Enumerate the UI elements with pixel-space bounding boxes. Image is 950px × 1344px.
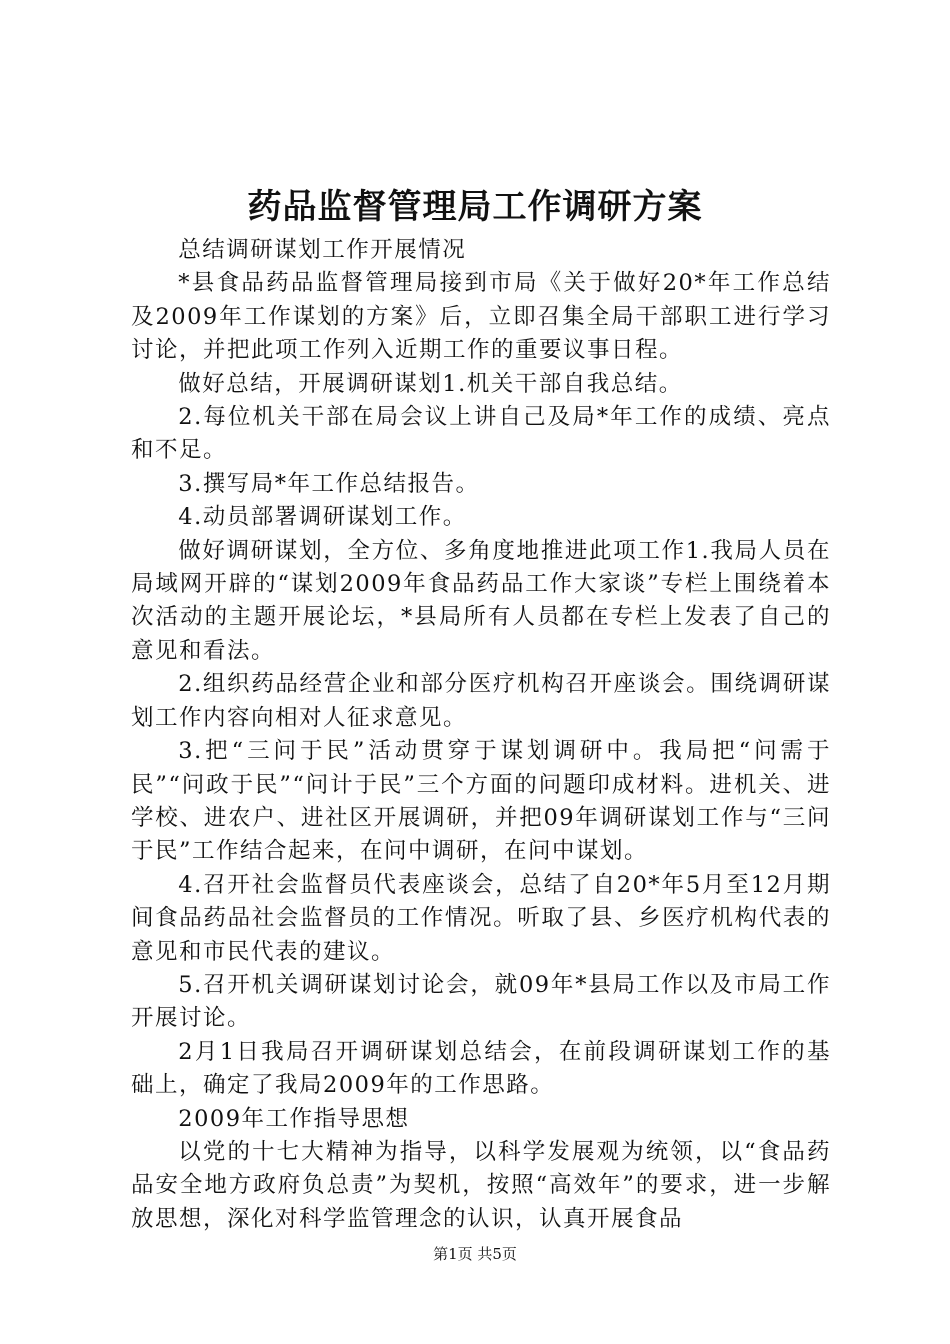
paragraph: 2.每位机关干部在局会议上讲自己及局*年工作的成绩、亮点和不足。 xyxy=(131,404,831,464)
paragraph: 做好调研谋划，全方位、多角度地推进此项工作1.我局人员在局域网开辟的“谋划2009年食品药品工作大家谈”专栏上围绕着本次活动的主题开展论坛，*县局所有人员都在专栏上发表了自己的意见和看法。 xyxy=(131,537,831,664)
paragraph: 3.撰写局*年工作总结报告。 xyxy=(178,470,480,497)
paragraph: 总结调研谋划工作开展情况 xyxy=(178,237,467,263)
paragraph: 以党的十七大精神为指导，以科学发展观为统领，以“食品药品安全地方政府负总责”为契机，按照“高效年”的要求，进一步解放思想，深化对科学监管理念的认识，认真开展食品 xyxy=(131,1138,831,1232)
paragraph: *县食品药品监督管理局接到市局《关于做好20*年工作总结及2009年工作谋划的方案》后，立即召集全局干部职工进行学习讨论，并把此项工作列入近期工作的重要议事日程。 xyxy=(131,270,831,364)
paragraph: 5.召开机关调研谋划讨论会，就09年*县局工作以及市局工作开展讨论。 xyxy=(131,971,831,1032)
document-title: 药品监督管理局工作调研方案 xyxy=(247,187,703,227)
paragraph: 2月1日我局召开调研谋划总结会，在前段调研谋划工作的基础上，确定了我局2009年的工作思路。 xyxy=(131,1038,831,1099)
page-number-footer: 第1页 共5页 xyxy=(433,1245,517,1263)
paragraph: 3.把“三问于民”活动贯穿于谋划调研中。我局把“问需于民”“问政于民”“问计于民”三个方面的问题印成材料。进机关、进学校、进农户、进社区开展调研，并把09年调研谋划工作与“三问于民”工作结合起来，在问中调研，在问中谋划。 xyxy=(131,738,831,865)
paragraph: 4.动员部署调研谋划工作。 xyxy=(178,504,467,531)
paragraph: 2009年工作指导思想 xyxy=(178,1105,410,1132)
document-body xyxy=(131,234,831,1236)
paragraph: 2.组织药品经营企业和部分医疗机构召开座谈会。围绕调研谋划工作内容向相对人征求意见。 xyxy=(131,671,831,731)
paragraph: 4.召开社会监督员代表座谈会，总结了自20*年5月至12月期间食品药品社会监督员的工作情况。听取了县、乡医疗机构代表的意见和市民代表的建议。 xyxy=(131,871,831,965)
paragraph: 做好总结，开展调研谋划1.机关干部自我总结。 xyxy=(178,370,683,397)
